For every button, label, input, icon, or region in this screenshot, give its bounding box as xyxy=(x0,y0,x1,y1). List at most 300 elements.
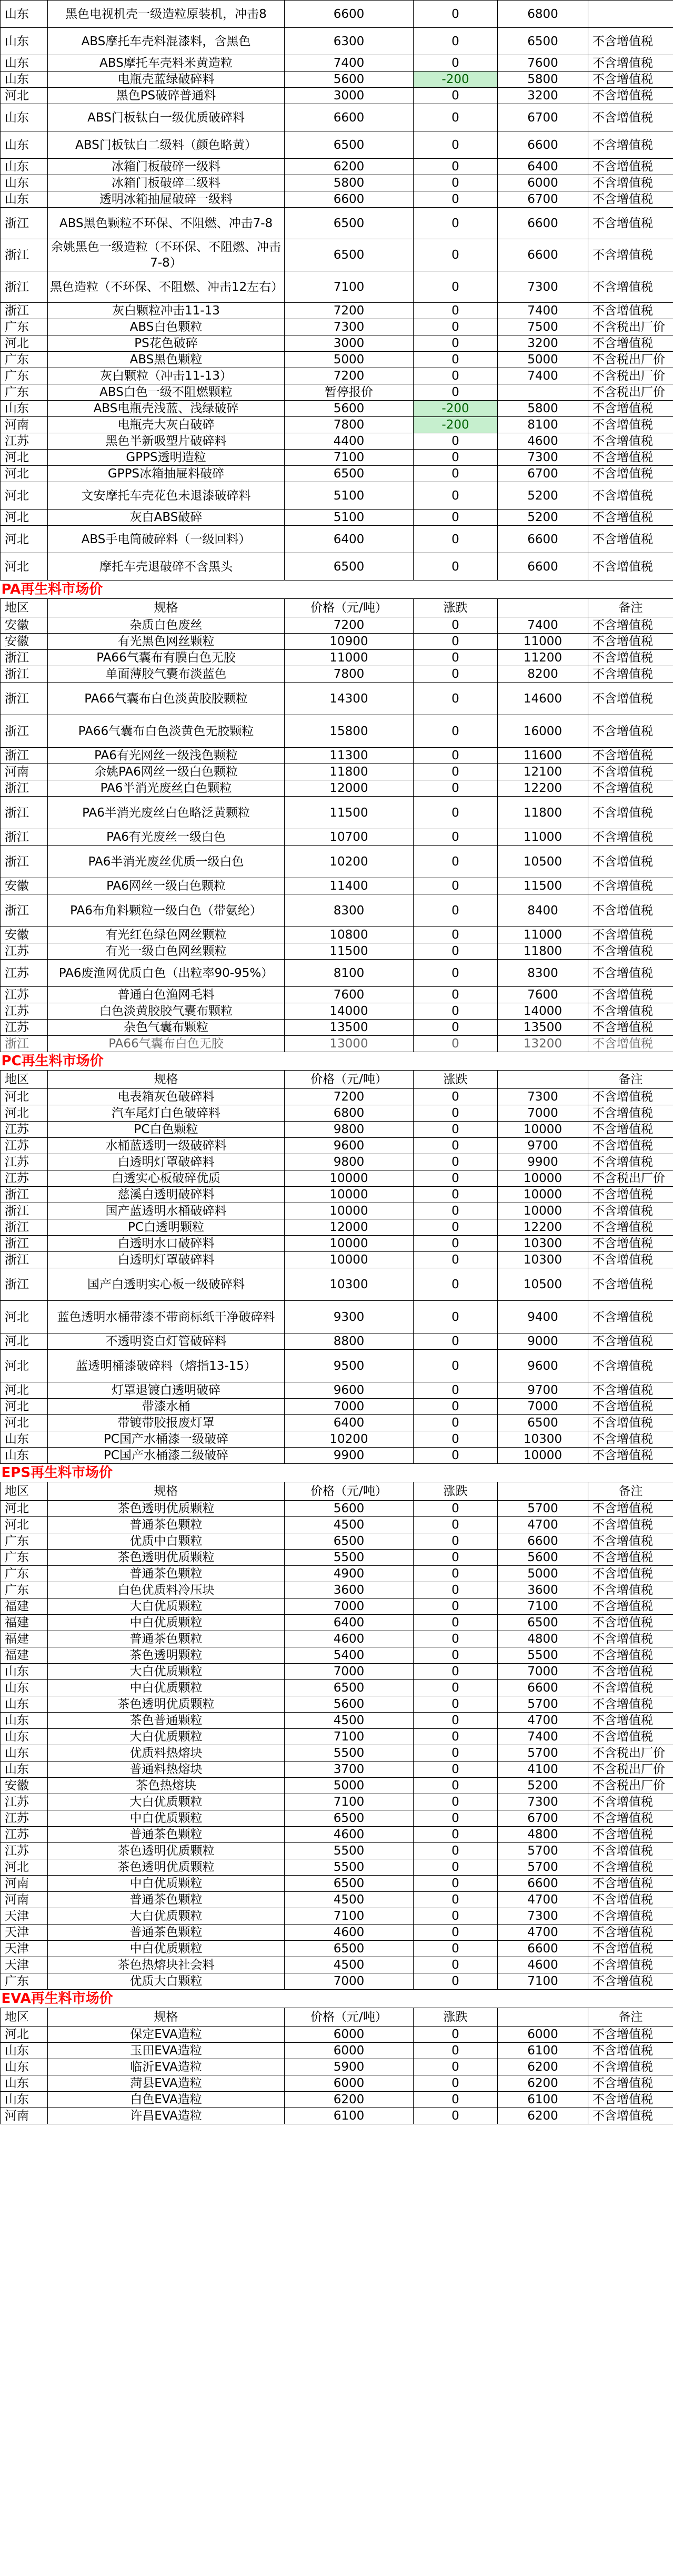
region-cell: 山东 xyxy=(1,2092,48,2108)
product-cell: 优质料热熔块 xyxy=(48,1745,285,1762)
header-region: 地区 xyxy=(1,2008,48,2027)
region-cell: 河北 xyxy=(1,450,48,466)
price-cell: 5500 xyxy=(285,1550,414,1566)
note-cell: 不含增值税 xyxy=(588,1350,673,1382)
price-cell: 10000 xyxy=(285,1252,414,1268)
region-cell: 河北 xyxy=(1,482,48,510)
previous-price-cell: 10500 xyxy=(498,846,588,878)
previous-price-cell: 10500 xyxy=(498,1268,588,1301)
table-row xyxy=(1,1,673,28)
table-row xyxy=(1,1187,673,1203)
price-cell: 6400 xyxy=(285,526,414,553)
price-cell: 7200 xyxy=(285,368,414,384)
region-cell: 浙江 xyxy=(1,1036,48,1052)
region-cell: 江苏 xyxy=(1,1170,48,1187)
note-cell: 不含增值税 xyxy=(588,846,673,878)
note-cell: 不含增值税 xyxy=(588,401,673,417)
table-row xyxy=(1,1036,673,1052)
change-cell: 0 xyxy=(414,1566,498,1582)
note-cell: 不含增值税 xyxy=(588,335,673,352)
product-cell: 中白优质颗粒 xyxy=(48,1680,285,1696)
product-cell: 冰箱门板破碎一级料 xyxy=(48,159,285,175)
region-cell: 浙江 xyxy=(1,829,48,846)
price-cell: 10800 xyxy=(285,927,414,943)
price-cell: 5600 xyxy=(285,1696,414,1713)
product-cell: ABS门板钛白一级优质破碎料 xyxy=(48,104,285,131)
section-title: EPS再生料市场价 xyxy=(1,1465,113,1481)
change-cell: 0 xyxy=(414,1533,498,1550)
table-row xyxy=(1,987,673,1003)
region-cell: 天津 xyxy=(1,1908,48,1925)
product-cell: 慈溪白透明破碎料 xyxy=(48,1187,285,1203)
product-cell: 中白优质颗粒 xyxy=(48,1615,285,1631)
price-cell: 5500 xyxy=(285,1843,414,1859)
previous-price-cell: 6600 xyxy=(498,1876,588,1892)
change-cell: 0 xyxy=(414,748,498,764)
change-cell: 0 xyxy=(414,1020,498,1036)
table-row xyxy=(1,2043,673,2059)
table-row xyxy=(1,368,673,384)
price-cell: 7400 xyxy=(285,55,414,72)
product-cell: 中白优质颗粒 xyxy=(48,1810,285,1827)
previous-price-cell: 5200 xyxy=(498,510,588,526)
note-cell: 不含增值税 xyxy=(588,960,673,987)
region-cell: 河北 xyxy=(1,1859,48,1876)
note-cell: 不含增值税 xyxy=(588,748,673,764)
note-cell: 不含增值税 xyxy=(588,1827,673,1843)
table-row xyxy=(1,1020,673,1036)
table-row xyxy=(1,1501,673,1517)
note-cell: 不含增值税 xyxy=(588,1925,673,1941)
note-cell: 不含增值税 xyxy=(588,88,673,104)
region-cell: 广东 xyxy=(1,1582,48,1598)
product-cell: 不透明瓷白灯管破碎料 xyxy=(48,1333,285,1350)
region-cell: 江苏 xyxy=(1,433,48,450)
product-cell: 电瓶壳大灰白破碎 xyxy=(48,417,285,433)
table-row xyxy=(1,1615,673,1631)
header-note: 备注 xyxy=(588,2008,673,2027)
region-cell: 安徽 xyxy=(1,1778,48,1794)
region-cell: 广东 xyxy=(1,384,48,401)
product-cell: 普通料热熔块 xyxy=(48,1762,285,1778)
table-row xyxy=(1,1219,673,1236)
product-cell: PA66气囊布白色淡黄胶胶颗粒 xyxy=(48,683,285,715)
table-row xyxy=(1,466,673,482)
note-cell: 不含增值税 xyxy=(588,1382,673,1399)
note-cell: 不含增值税 xyxy=(588,1399,673,1415)
region-cell: 山东 xyxy=(1,131,48,159)
previous-price-cell: 11600 xyxy=(498,748,588,764)
product-cell: 杂质白色废丝 xyxy=(48,617,285,634)
product-cell: GPPS冰箱抽屉料破碎 xyxy=(48,466,285,482)
region-cell: 广东 xyxy=(1,319,48,335)
product-cell: 电瓶壳蓝绿破碎料 xyxy=(48,72,285,88)
table-row xyxy=(1,191,673,208)
previous-price-cell: 4700 xyxy=(498,1892,588,1908)
note-cell: 不含增值税 xyxy=(588,1517,673,1533)
change-cell: 0 xyxy=(414,335,498,352)
previous-price-cell: 5000 xyxy=(498,1566,588,1582)
product-cell: PA6半消光废丝白色颗粒 xyxy=(48,780,285,797)
change-cell: 0 xyxy=(414,1333,498,1350)
price-cell: 14300 xyxy=(285,683,414,715)
price-cell: 6500 xyxy=(285,131,414,159)
previous-price-cell: 4700 xyxy=(498,1713,588,1729)
product-cell: 优质大白颗粒 xyxy=(48,1973,285,1990)
previous-price-cell: 11200 xyxy=(498,650,588,666)
change-cell: 0 xyxy=(414,1631,498,1647)
region-cell: 江苏 xyxy=(1,1827,48,1843)
change-cell: 0 xyxy=(414,650,498,666)
change-cell: 0 xyxy=(414,1236,498,1252)
price-cell: 7100 xyxy=(285,450,414,466)
previous-price-cell: 14600 xyxy=(498,683,588,715)
note-cell: 不含增值税 xyxy=(588,1843,673,1859)
change-cell: 0 xyxy=(414,1615,498,1631)
note-cell: 不含增值税 xyxy=(588,764,673,780)
note-cell: 不含增值税 xyxy=(588,666,673,683)
product-cell: ABS门板钛白二级料（颜色略黄） xyxy=(48,131,285,159)
previous-price-cell: 9700 xyxy=(498,1138,588,1154)
table-row xyxy=(1,1533,673,1550)
region-cell: 浙江 xyxy=(1,1268,48,1301)
previous-price-cell: 10000 xyxy=(498,1448,588,1464)
previous-price-cell: 11000 xyxy=(498,927,588,943)
product-cell: 摩托车壳退破碎不含黑头 xyxy=(48,553,285,581)
note-cell: 不含增值税 xyxy=(588,28,673,55)
region-cell: 安徽 xyxy=(1,927,48,943)
note-cell: 不含增值税 xyxy=(588,617,673,634)
price-cell: 5000 xyxy=(285,1778,414,1794)
change-cell: 0 xyxy=(414,433,498,450)
table-row xyxy=(1,1713,673,1729)
table-header-row xyxy=(1,1071,673,1089)
note-cell: 不含增值税 xyxy=(588,634,673,650)
table-row xyxy=(1,1827,673,1843)
price-cell: 7300 xyxy=(285,319,414,335)
change-cell: 0 xyxy=(414,943,498,960)
note-cell: 不含增值税 xyxy=(588,55,673,72)
change-cell: 0 xyxy=(414,1876,498,1892)
product-cell: ABS白色一级不阻燃颗粒 xyxy=(48,384,285,401)
note-cell: 不含增值税 xyxy=(588,303,673,319)
note-cell: 不含增值税 xyxy=(588,1036,673,1052)
price-cell: 6500 xyxy=(285,1876,414,1892)
table-row xyxy=(1,28,673,55)
note-cell: 不含增值税 xyxy=(588,1647,673,1664)
product-cell: 国产蓝透明水桶破碎料 xyxy=(48,1203,285,1219)
previous-price-cell: 4800 xyxy=(498,1827,588,1843)
table-row xyxy=(1,1138,673,1154)
price-cell: 10300 xyxy=(285,1268,414,1301)
price-cell: 5000 xyxy=(285,352,414,368)
change-cell: 0 xyxy=(414,466,498,482)
previous-price-cell: 7300 xyxy=(498,1089,588,1105)
change-cell: 0 xyxy=(414,510,498,526)
region-cell: 浙江 xyxy=(1,797,48,829)
note-cell: 不含税出厂价 xyxy=(588,319,673,335)
region-cell: 山东 xyxy=(1,72,48,88)
previous-price-cell: 7000 xyxy=(498,1399,588,1415)
table-row xyxy=(1,159,673,175)
price-cell: 6600 xyxy=(285,191,414,208)
price-cell: 5600 xyxy=(285,401,414,417)
change-cell: 0 xyxy=(414,1170,498,1187)
table-row xyxy=(1,1415,673,1431)
previous-price-cell: 13200 xyxy=(498,1036,588,1052)
price-cell: 7000 xyxy=(285,1973,414,1990)
previous-price-cell: 6100 xyxy=(498,2043,588,2059)
change-cell: 0 xyxy=(414,1089,498,1105)
change-cell: 0 xyxy=(414,846,498,878)
note-cell: 不含增值税 xyxy=(588,715,673,748)
product-cell: 临沂EVA造粒 xyxy=(48,2059,285,2075)
region-cell: 河北 xyxy=(1,1415,48,1431)
region-cell: 河北 xyxy=(1,1350,48,1382)
price-cell: 4900 xyxy=(285,1566,414,1582)
price-cell: 4600 xyxy=(285,1827,414,1843)
previous-price-cell: 6800 xyxy=(498,1,588,28)
product-cell: 普通茶色颗粒 xyxy=(48,1631,285,1647)
price-cell: 7000 xyxy=(285,1664,414,1680)
note-cell: 不含增值税 xyxy=(588,1713,673,1729)
product-cell: 普通茶色颗粒 xyxy=(48,1517,285,1533)
note-cell: 不含增值税 xyxy=(588,1859,673,1876)
region-cell: 安徽 xyxy=(1,634,48,650)
region-cell: 浙江 xyxy=(1,780,48,797)
price-cell: 7100 xyxy=(285,1908,414,1925)
region-cell: 广东 xyxy=(1,352,48,368)
region-cell: 山东 xyxy=(1,2043,48,2059)
previous-price-cell: 10000 xyxy=(498,1187,588,1203)
product-cell: 蓝色透明水桶带漆不带商标纸干净破碎料 xyxy=(48,1301,285,1333)
note-cell: 不含增值税 xyxy=(588,1941,673,1957)
previous-price-cell: 13500 xyxy=(498,1020,588,1036)
header-blank xyxy=(498,1071,588,1089)
region-cell: 河南 xyxy=(1,2108,48,2124)
previous-price-cell: 11000 xyxy=(498,634,588,650)
header-change: 涨跌 xyxy=(414,1482,498,1501)
product-cell: 灰白颗粒冲击11-13 xyxy=(48,303,285,319)
product-cell: PC白色颗粒 xyxy=(48,1122,285,1138)
product-cell: 大白优质颗粒 xyxy=(48,1794,285,1810)
previous-price-cell: 6500 xyxy=(498,28,588,55)
product-cell: 白透明灯罩破碎料 xyxy=(48,1154,285,1170)
note-cell: 不含增值税 xyxy=(588,927,673,943)
change-cell: 0 xyxy=(414,1550,498,1566)
price-cell: 4600 xyxy=(285,1631,414,1647)
header-price: 价格（元/吨） xyxy=(285,2008,414,2027)
change-cell: 0 xyxy=(414,384,498,401)
region-cell: 山东 xyxy=(1,2075,48,2092)
product-cell: 白色淡黄胶胶气囊布颗粒 xyxy=(48,1003,285,1020)
table-row xyxy=(1,450,673,466)
note-cell: 不含增值税 xyxy=(588,553,673,581)
change-cell: 0 xyxy=(414,1713,498,1729)
change-cell: 0 xyxy=(414,1810,498,1827)
table-row xyxy=(1,2027,673,2043)
change-cell: 0 xyxy=(414,1908,498,1925)
region-cell: 河南 xyxy=(1,1876,48,1892)
table-row xyxy=(1,1973,673,1990)
price-cell: 3000 xyxy=(285,88,414,104)
change-cell: 0 xyxy=(414,1003,498,1020)
product-cell: PA6废渔网优质白色（出粒率90-95%） xyxy=(48,960,285,987)
change-cell: 0 xyxy=(414,1582,498,1598)
product-cell: 单面薄胶气囊布淡蓝色 xyxy=(48,666,285,683)
previous-price-cell: 6600 xyxy=(498,1941,588,1957)
product-cell: 文安摩托车壳花色未退漆破碎料 xyxy=(48,482,285,510)
region-cell: 江苏 xyxy=(1,943,48,960)
previous-price-cell: 6600 xyxy=(498,1533,588,1550)
previous-price-cell: 5200 xyxy=(498,482,588,510)
table-row xyxy=(1,1876,673,1892)
product-cell: 大白优质颗粒 xyxy=(48,1729,285,1745)
change-cell: 0 xyxy=(414,1778,498,1794)
section-title-row xyxy=(1,1990,673,2008)
previous-price-cell: 4600 xyxy=(498,1957,588,1973)
region-cell: 河南 xyxy=(1,764,48,780)
region-cell: 天津 xyxy=(1,1941,48,1957)
change-cell: 0 xyxy=(414,1399,498,1415)
note-cell: 不含增值税 xyxy=(588,2092,673,2108)
table-row xyxy=(1,482,673,510)
previous-price-cell: 4100 xyxy=(498,1762,588,1778)
price-cell: 5800 xyxy=(285,175,414,191)
change-cell: 0 xyxy=(414,1448,498,1464)
change-cell: 0 xyxy=(414,1501,498,1517)
previous-price-cell: 10300 xyxy=(498,1431,588,1448)
previous-price-cell: 6600 xyxy=(498,1680,588,1696)
product-cell: 茶色透明优质颗粒 xyxy=(48,1696,285,1713)
note-cell: 不含增值税 xyxy=(588,2108,673,2124)
table-row xyxy=(1,433,673,450)
table-row xyxy=(1,510,673,526)
table-row xyxy=(1,1664,673,1680)
previous-price-cell: 6000 xyxy=(498,2027,588,2043)
header-note: 备注 xyxy=(588,1071,673,1089)
previous-price-cell: 10000 xyxy=(498,1122,588,1138)
table-row xyxy=(1,829,673,846)
previous-price-cell: 7300 xyxy=(498,271,588,303)
price-cell: 7100 xyxy=(285,1794,414,1810)
region-cell: 河北 xyxy=(1,1517,48,1533)
product-cell: 茶色透明优质颗粒 xyxy=(48,1501,285,1517)
table-row xyxy=(1,1431,673,1448)
note-cell: 不含增值税 xyxy=(588,1431,673,1448)
price-cell: 5500 xyxy=(285,1745,414,1762)
region-cell: 浙江 xyxy=(1,715,48,748)
change-cell: 0 xyxy=(414,1036,498,1052)
price-table-body xyxy=(1,1,673,2124)
note-cell: 不含增值税 xyxy=(588,894,673,927)
change-cell: 0 xyxy=(414,1794,498,1810)
previous-price-cell: 5000 xyxy=(498,352,588,368)
price-cell: 7200 xyxy=(285,1089,414,1105)
change-cell: 0 xyxy=(414,1680,498,1696)
table-row xyxy=(1,319,673,335)
note-cell: 不含增值税 xyxy=(588,1003,673,1020)
product-cell: GPPS透明造粒 xyxy=(48,450,285,466)
previous-price-cell: 5700 xyxy=(498,1745,588,1762)
table-row xyxy=(1,1448,673,1464)
table-row xyxy=(1,1582,673,1598)
note-cell: 不含增值税 xyxy=(588,1020,673,1036)
note-cell: 不含增值税 xyxy=(588,1105,673,1122)
table-row xyxy=(1,1382,673,1399)
price-cell: 7800 xyxy=(285,666,414,683)
previous-price-cell: 4600 xyxy=(498,433,588,450)
product-cell: PA66气囊布有膜白色无胶 xyxy=(48,650,285,666)
note-cell: 不含增值税 xyxy=(588,526,673,553)
price-cell: 5900 xyxy=(285,2059,414,2075)
note-cell: 不含增值税 xyxy=(588,1138,673,1154)
note-cell: 不含税出厂价 xyxy=(588,1170,673,1187)
header-change: 涨跌 xyxy=(414,2008,498,2027)
previous-price-cell: 6600 xyxy=(498,239,588,271)
previous-price-cell: 10000 xyxy=(498,1170,588,1187)
region-cell: 河南 xyxy=(1,1892,48,1908)
change-cell: 0 xyxy=(414,1301,498,1333)
header-region: 地区 xyxy=(1,599,48,617)
change-cell: 0 xyxy=(414,1762,498,1778)
product-cell: 国产白透明实心板一级破碎料 xyxy=(48,1268,285,1301)
table-row xyxy=(1,927,673,943)
change-cell: -200 xyxy=(414,72,498,88)
previous-price-cell: 7400 xyxy=(498,368,588,384)
table-row xyxy=(1,1729,673,1745)
note-cell: 不含增值税 xyxy=(588,1154,673,1170)
table-row xyxy=(1,131,673,159)
region-cell: 山东 xyxy=(1,1664,48,1680)
note-cell: 不含增值税 xyxy=(588,72,673,88)
table-row xyxy=(1,1517,673,1533)
price-cell: 6500 xyxy=(285,1680,414,1696)
change-cell: 0 xyxy=(414,683,498,715)
previous-price-cell: 6600 xyxy=(498,131,588,159)
region-cell: 广东 xyxy=(1,1533,48,1550)
note-cell: 不含增值税 xyxy=(588,450,673,466)
product-cell: 黑色半新吸塑片破碎料 xyxy=(48,433,285,450)
table-row xyxy=(1,2108,673,2124)
region-cell: 江苏 xyxy=(1,987,48,1003)
header-note: 备注 xyxy=(588,599,673,617)
table-row xyxy=(1,878,673,894)
product-cell: 有光红色绿色网丝颗粒 xyxy=(48,927,285,943)
table-row xyxy=(1,1252,673,1268)
region-cell: 浙江 xyxy=(1,1187,48,1203)
change-cell: 0 xyxy=(414,191,498,208)
table-row xyxy=(1,1680,673,1696)
previous-price-cell: 6200 xyxy=(498,2075,588,2092)
change-cell: 0 xyxy=(414,131,498,159)
note-cell: 不含增值税 xyxy=(588,1582,673,1598)
note-cell: 不含增值税 xyxy=(588,829,673,846)
region-cell: 山东 xyxy=(1,1729,48,1745)
note-cell: 不含增值税 xyxy=(588,417,673,433)
region-cell: 河北 xyxy=(1,1501,48,1517)
product-cell: 茶色透明颗粒 xyxy=(48,1647,285,1664)
note-cell: 不含增值税 xyxy=(588,797,673,829)
product-cell: ABS白色颗粒 xyxy=(48,319,285,335)
price-cell: 4600 xyxy=(285,1925,414,1941)
table-row xyxy=(1,943,673,960)
product-cell: 普通白色渔网毛料 xyxy=(48,987,285,1003)
price-cell: 10200 xyxy=(285,846,414,878)
change-cell: 0 xyxy=(414,1957,498,1973)
product-cell: PC国产水桶漆一级破碎 xyxy=(48,1431,285,1448)
price-cell: 7100 xyxy=(285,1729,414,1745)
